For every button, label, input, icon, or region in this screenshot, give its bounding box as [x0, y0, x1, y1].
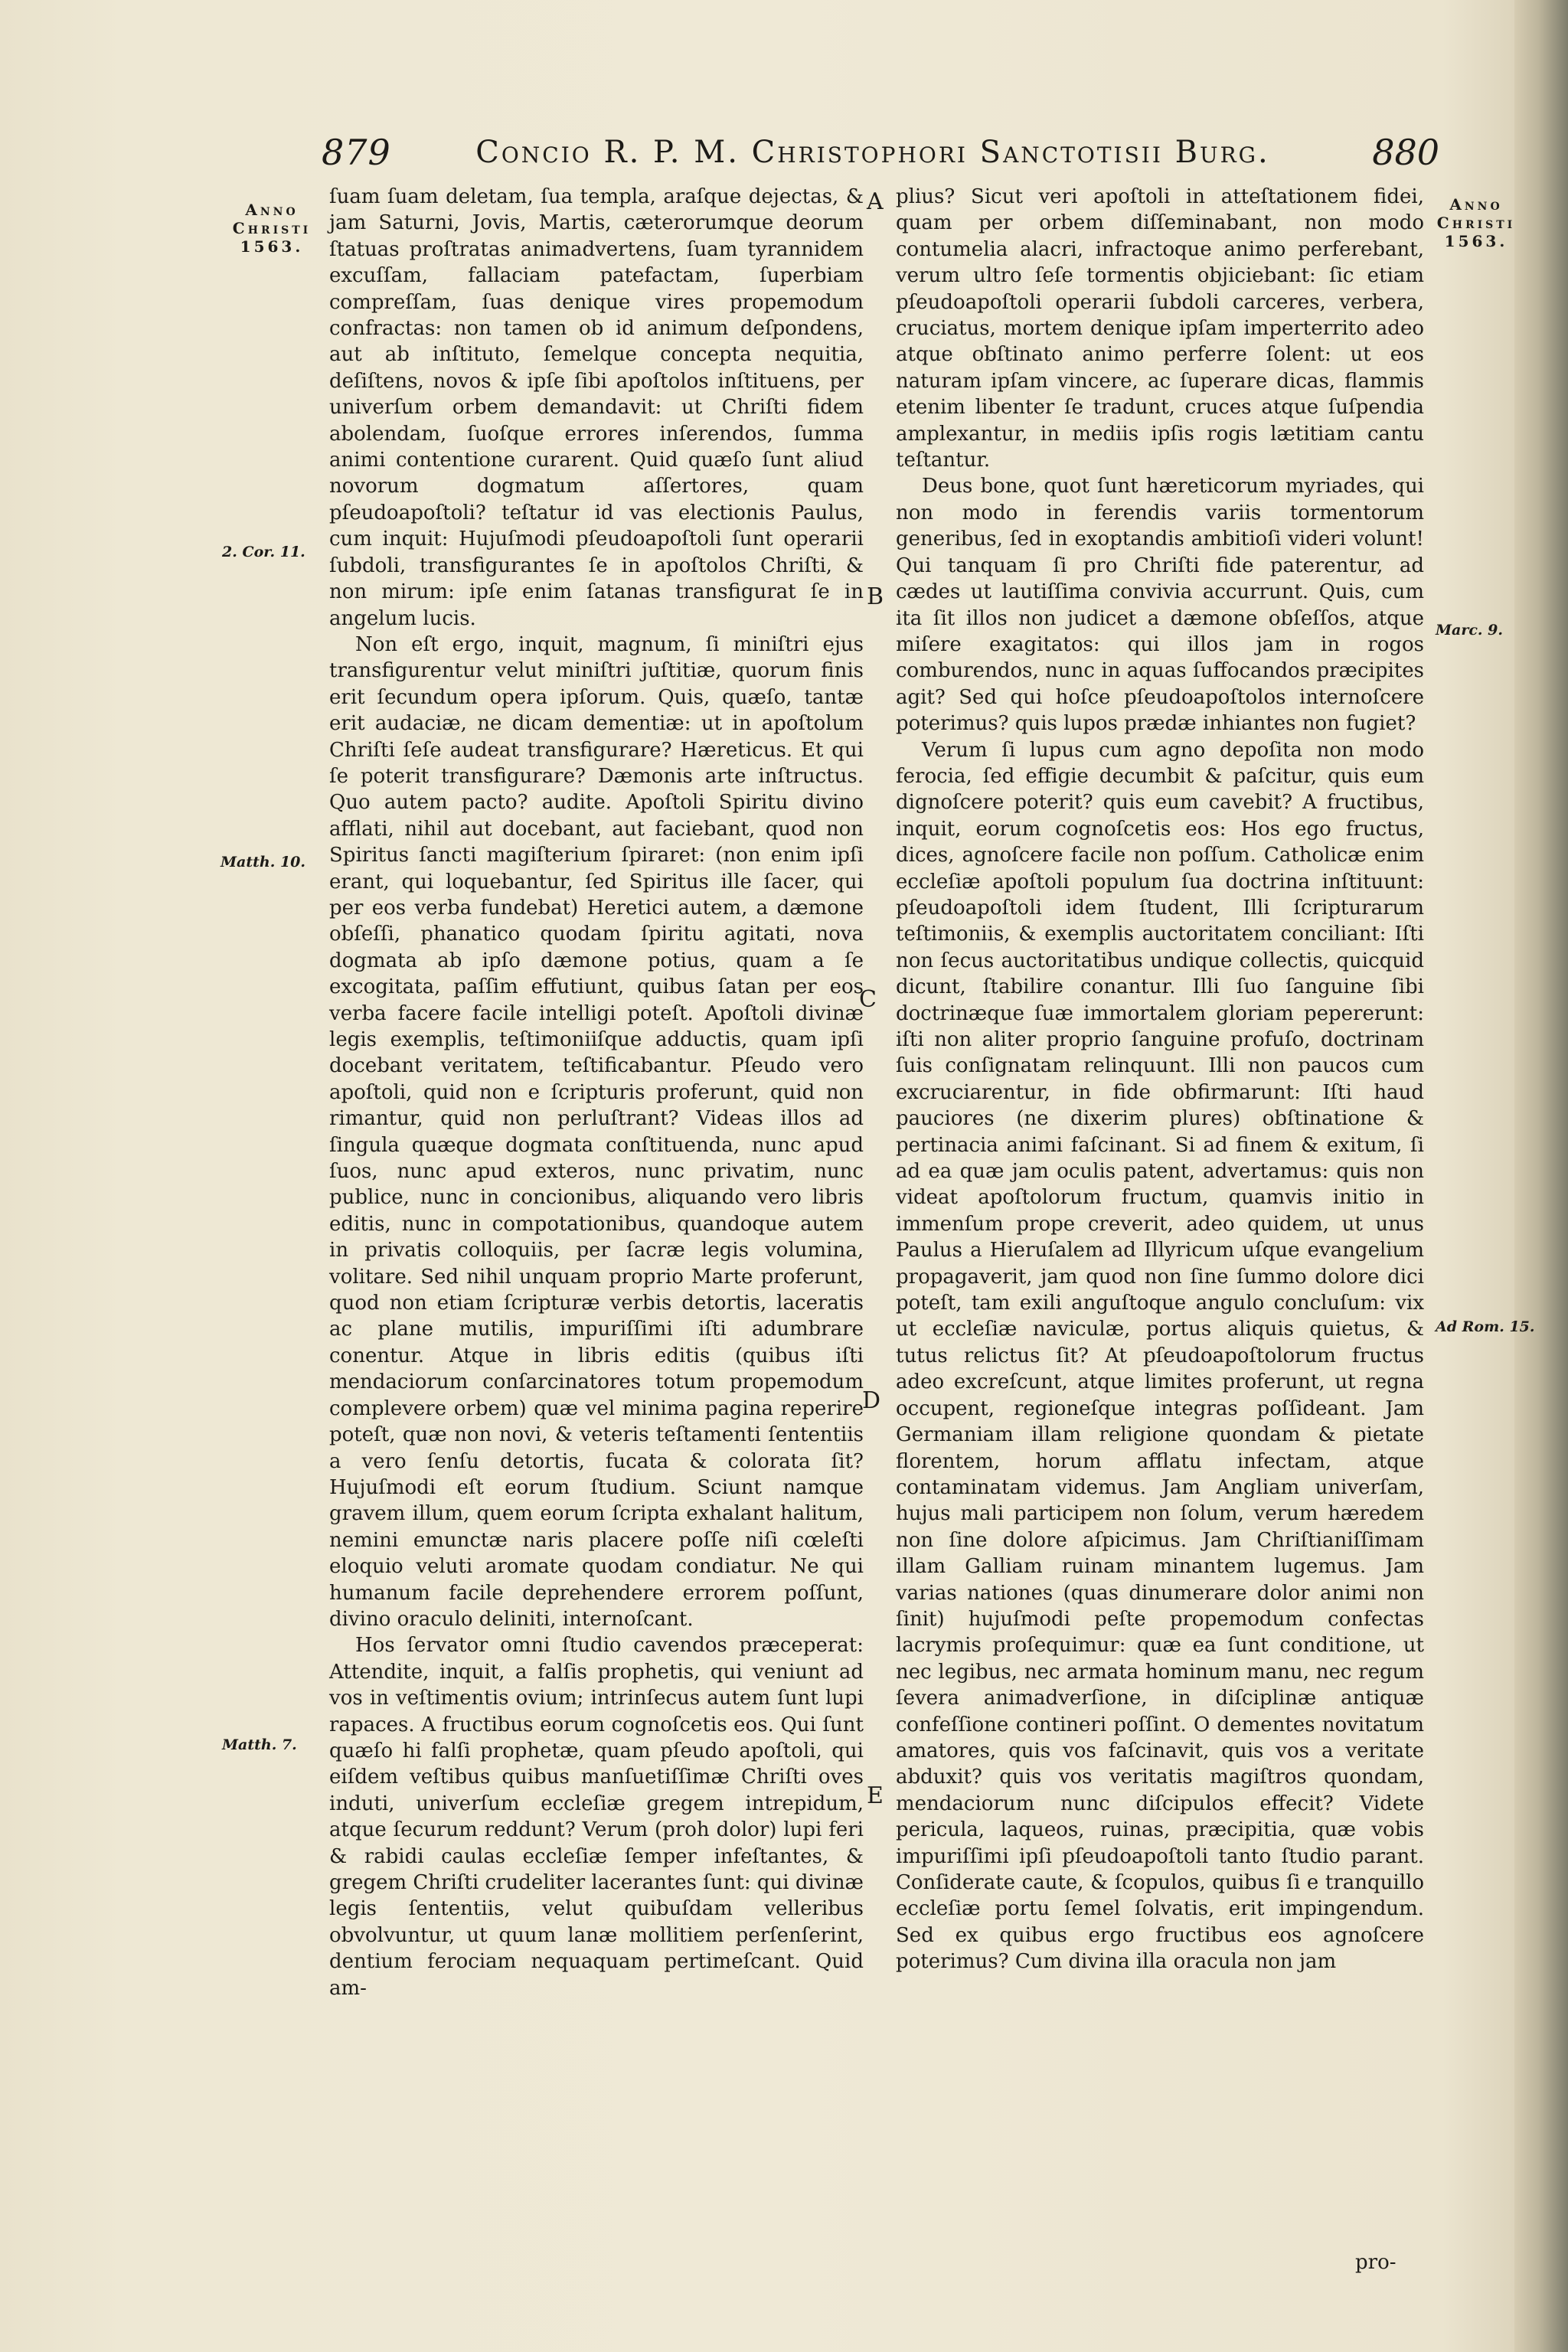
margin-note-matth10: Matth. 10.: [220, 854, 305, 871]
page-number-left: 879: [322, 132, 391, 173]
paragraph: Hos ſervator omni ſtudio cavendos præceperat: Attendite, inquit, a falſis prophetis, qui veniunt ad vos in veſtimentis ovium; intrinſecus autem ſunt lupi rapaces. A fructibus eorum cognoſcetis eos. Qui ſunt quæſo hi falſi prophetæ, quam pſeudo apoſtoli, qui eiſdem veſtibus quibus manſuetiſſimæ Chriſti oves induti, univerſum eccleſiæ gregem intrepidum, atque ſecurum reddunt? Verum (proh dolor) lupi feri & rabidi caulas eccleſiæ ſemper infeſtantes, & gregem Chriſti crudeliter lacerantes ſunt: qui divinæ legis ſententiis, velut quibuſdam velleribus obvolvuntur, ut quum lanæ mollitiem perſenſerint, dentium ferociam nequaquam pertimeſcant. Quid am-: [329, 1634, 864, 2000]
section-letter-a: A: [867, 188, 884, 215]
anno-christi-left: Anno Christi 1563.: [232, 201, 312, 256]
running-title: Concio R. P. M. Christophori Sanctotisii Burg.: [475, 135, 1270, 170]
margin-note-matth7: Matth. 7.: [222, 1736, 297, 1753]
catchword: pro-: [1355, 2251, 1396, 2274]
section-letter-c: C: [859, 986, 877, 1013]
paragraph: Verum ſi lupus cum agno depoſita non modo ferocia, ſed effigie decumbit & paſcitur, quis eum dignoſcere poterit? quis eum cavebit? A fructibus, inquit, eorum cognoſcetis eos: Hos ego fructus, dices, agnoſcere facile non poſſum. Catholicæ enim eccleſiæ apoſtoli populum ſua doctrina inſtituunt: pſeudoapoſtoli idem ſtudent, Illi ſcripturarum teſtimoniis, & exemplis auctoritatem conciliant: Iſti non ſecus auctoritatibus undique collectis, quicquid dicunt, ſtabilire conantur. Illi ſuo ſanguine ſibi doctrinæque ſuæ immortalem gloriam pepererunt: iſti non aliter proprio ſanguine profuſo, doctrinam ſuis conſignatam relinquunt. Illi non paucos cum excruciarentur, in fide obfirmarunt: Iſti haud pauciores (ne dixerim plures) obſtinatione & pertinacia animi faſcinant. Si ad finem & exitum, ſi ad ea quæ jam oculis patent, advertamus: quis non videat apoſtolorum fructum, quamvis initio in immenſum prope creverit, adeo quidem, ut unus Paulus a Hieruſalem ad Illyricum uſque evangelium propagaverit, jam quod non ſine ſummo dolore dici poteſt, tam exili anguſtoque angulo concluſum: vix ut eccleſiæ naviculæ, portus aliquis quietus, & tutus relictus ſit? At pſeudoapoſtolorum fructus adeo excreſcunt, atque limites proferunt, ut regna occupent, regioneſque integras poſſideant. Jam Germaniam illam religione quondam & pietate florentem, horum afflatu infectam, atque contaminatam videmus. Jam Angliam univerſam, hujus mali participem non ſolum, verum hæredem non ſine dolore aſpicimus. Jam Chriſtianiſſimam illam Galliam ruinam minantem lugemus. Jam varias nationes (quas dinumerare dolor animi non ſinit) hujuſmodi peſte propemodum confectas lacrymis proſequimur: quæ ea ſunt conditione, ut nec legibus, nec armata hominum manu, nec regum ſevera animadverſione, in diſciplinæ antiquæ confeſſione contineri poſſint. O dementes novitatum amatores, quis vos faſcinavit, quis vos a veritate abduxit? quis vos veritatis magiſtros quondam, mendaciorum nunc diſcipulos effecit? Videte pericula, laqueos, ruinas, præcipitia, quæ vobis impuriſſimi ipſi pſeudoapoſtoli tanto ſtudio parant. Conſiderate caute, & ſcopulos, quibus ſi e tranquillo eccleſiæ portu ſemel ſolvatis, erit impingendum. Sed ex quibus ergo fructibus eos agnoſcere poterimus? Cum divina illa oracula non jam: [896, 738, 1424, 1974]
margin-note-rom: Ad Rom. 15.: [1436, 1318, 1535, 1335]
paragraph: plius? Sicut veri apoſtoli in atteſtationem fidei, quam per orbem diſſeminabant, non modo contumelia alacri, infractoque animo perferebant, verum ultro ſeſe tormentis objiciebant: ſic etiam pſeudoapoſtoli operarii ſubdoli carceres, verbera, cruciatus, mortem denique ipſam imperterrito adeo atque obſtinato animo perferre ſolent: ut eos naturam ipſam vincere, ac ſuperare dicas, flammis etenim libenter ſe tradunt, cruces atque ſuſpendia amplexantur, in mediis ipſis rogis lætitiam cantu teſtantur.: [896, 185, 1424, 472]
paragraph: ſuam ſuam deletam, ſua templa, araſque dejectas, & jam Saturni, Jovis, Martis, cæterorumque deorum ſtatuas proſtratas animadvertens, ſuam tyrannidem excuſſam, fallaciam patefactam, ſuperbiam compreſſam, ſuas denique vires propemodum confractas: non tamen ob id animum deſpondens, aut ab inſtituto, ſemelque concepta nequitia, deſiſtens, novos & ipſe ſibi apoſtolos inſtituens, per univerſum orbem demandavit: ut Chriſti fidem abolendam, ſuoſque errores inſerendos, ſumma animi contentione curarent. Quid quæſo ſunt aliud novorum dogmatum aſſertores, quam pſeudoapoſtoli? teſtatur id vas electionis Paulus, cum inquit: Hujuſmodi pſeudoapoſtoli ſunt operarii ſubdoli, transfigurantes ſe in apoſtolos Chriſti, & non mirum: ipſe enim ſatanas transfigurat ſe in angelum lucis.: [329, 185, 864, 630]
paragraph: Non eſt ergo, inquit, magnum, ſi miniſtri ejus transfigurentur velut miniſtri juſtitiæ, quorum finis erit ſecundum opera ipſorum. Quis, quæſo, tantæ erit audaciæ, ne dicam dementiæ: ut in apoſtolum Chriſti ſeſe audeat transfigurare? Hæreticus. Et qui ſe poterit transfigurare? Dæmonis arte inſtructus. Quo autem pacto? audite. Apoſtoli Spiritu divino afflati, nihil aut docebant, aut faciebant, quod non Spiritus ſancti magiſterium ſpiraret: (non enim ipſi erant, qui loquebantur, ſed Spiritus ille ſacer, qui per eos verba fundebat) Heretici autem, a dæmone obſeſſi, phanatico quodam ſpiritu agitati, nova dogmata ab ipſo dæmone potius, quam a ſe excogitata, paſſim effutiunt, quibus ſatan per eos verba facere facile intelligi poteſt. Apoſtoli divinæ legis exemplis, teſtimoniiſque adductis, quam ipſi docebant veritatem, teſtificabantur. Pſeudo vero apoſtoli, quid non e ſcripturis proferunt, quid non rimantur, quid non perluſtrant? Videas illos ad ſingula quæque dogmata conſtituenda, nunc apud ſuos, nunc apud exteros, nunc privatim, nunc publice, nunc in concionibus, aliquando vero libris editis, nunc in compotationibus, quandoque autem in privatis colloquiis, per ſacræ legis volumina, volitare. Sed nihil unquam proprio Marte proferunt, quod non etiam ſcripturæ verbis detortis, laceratis ac plane mutilis, impuriſſimi iſti adumbrare conentur. Atque in libris editis (quibus iſti mendaciorum conſarcinatores totum propemodum complevere orbem) quæ vel minima pagina reperire poteſt, quæ non novi, & veteris teſtamenti ſententiis a vero ſenſu detortis, fucata & colorata ſit? Hujuſmodi eſt eorum ſtudium. Sciunt namque gravem illum, quem eorum ſcripta exhalant halitum, nemini emunctæ naris placere poſſe niſi cœleſti eloquio veluti aromate quodam condiatur. Ne qui humanum facile deprehendere errorem poſſunt, divino oraculo deliniti, internoſcant.: [329, 632, 864, 1631]
page-gutter-fold: [1514, 0, 1568, 2352]
text-column-right: [896, 184, 1424, 1975]
paragraph: Deus bone, quot ſunt hæreticorum myriades, qui non modo in ferendis variis tormentorum generibus, ſed in exoptandis ambitioſi videri volunt! Qui tanquam ſi pro Chriſti fide paterentur, ad cædes ut lautiſſima convivia accurrunt. Quis, cum ita ſit illos non judicet a dæmone obſeſſos, atque miſere exagitatos: qui illos jam in rogos comburendos, nunc in aquas ſuffocandos præcipites agit? Sed qui hoſce pſeudoapoſtolos internoſcere poterimus? quis lupos prædæ inhiantes non fugiet?: [896, 475, 1424, 736]
page-number-right: 880: [1372, 132, 1439, 173]
section-letter-d: D: [862, 1387, 881, 1414]
section-letter-b: B: [867, 583, 884, 610]
margin-note-cor: 2. Cor. 11.: [222, 544, 305, 560]
page-header: [322, 132, 1439, 178]
anno-christi-right: Anno Christi 1563.: [1436, 195, 1516, 250]
section-letter-e: E: [867, 1782, 884, 1809]
text-column-left: [329, 184, 864, 2001]
margin-note-marc: Marc. 9.: [1436, 622, 1503, 639]
